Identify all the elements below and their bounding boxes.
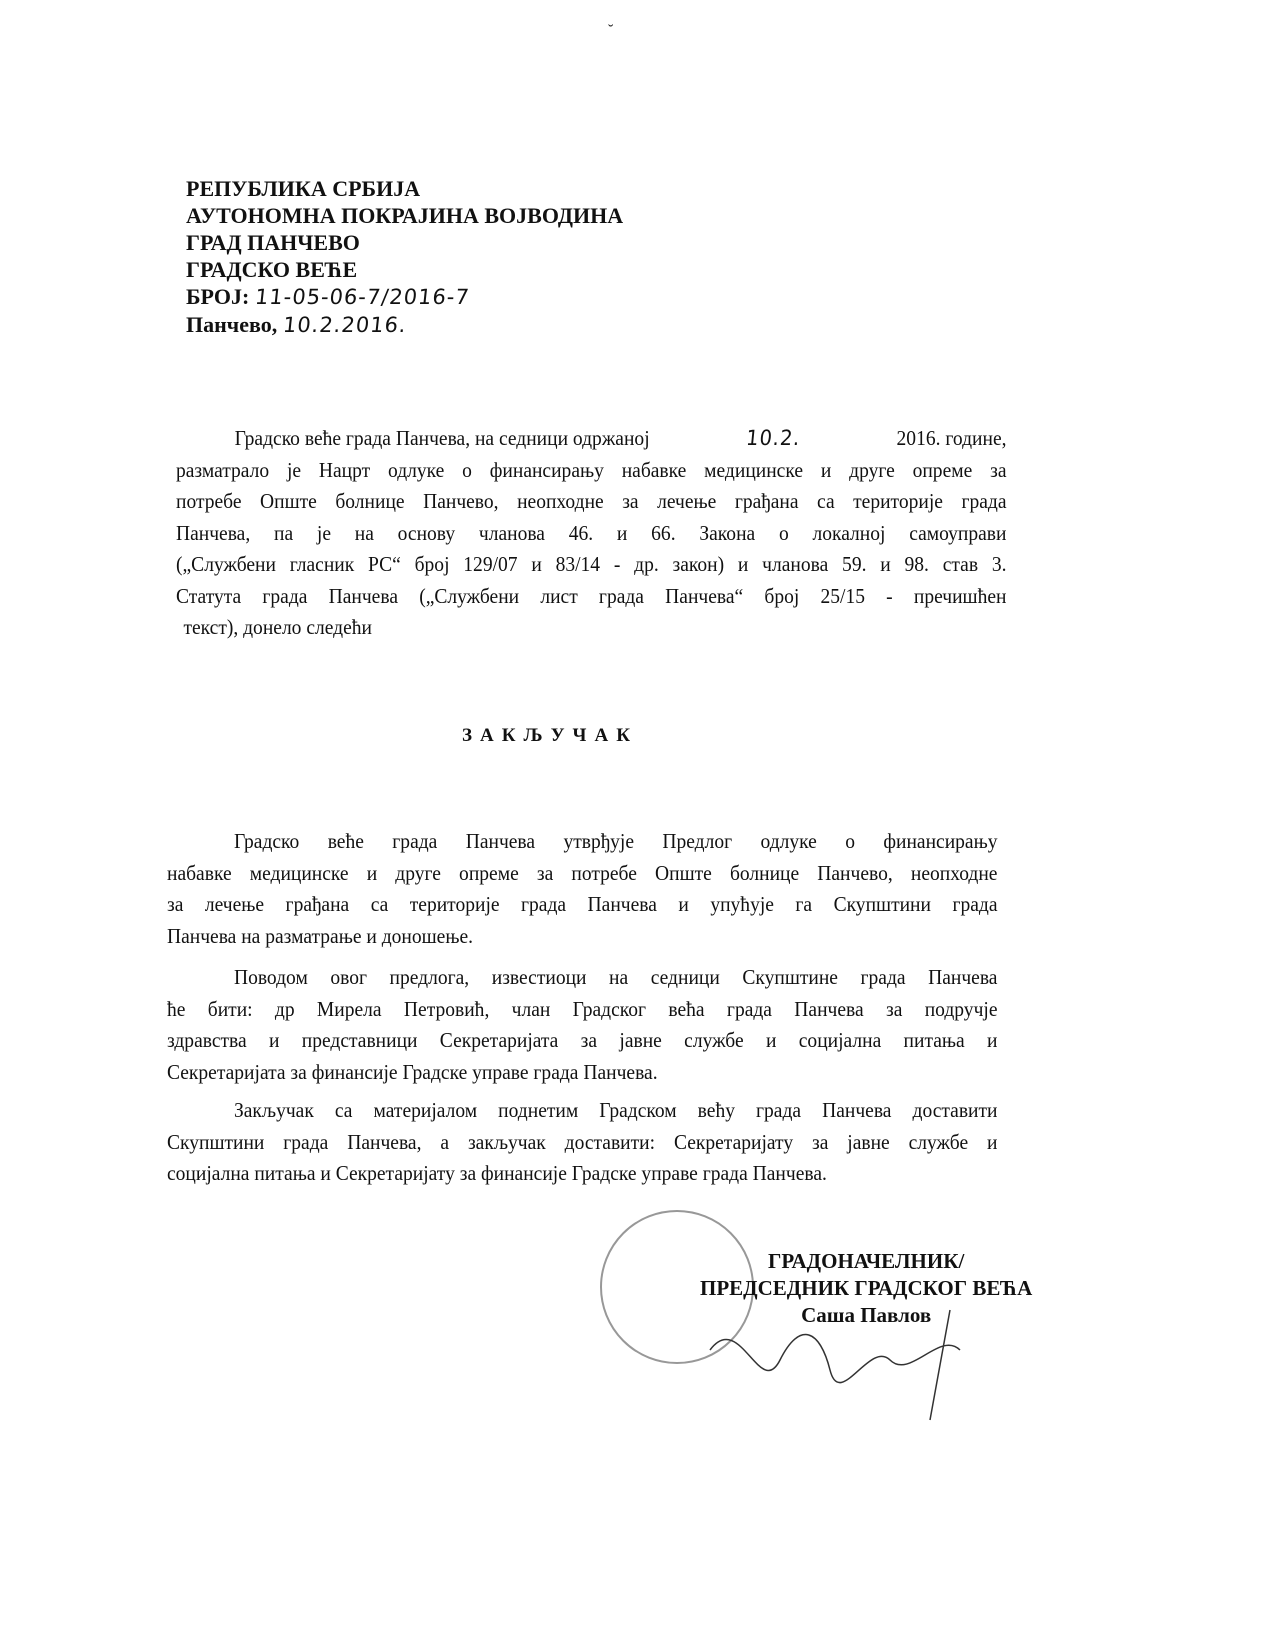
header-line: РЕПУБЛИКА СРБИЈА: [186, 176, 421, 201]
handwritten-date: 10.2.2016.: [281, 313, 408, 337]
handwritten-number: 11-05-06-7/2016-7: [253, 285, 471, 309]
document-header: [186, 175, 623, 339]
scan-mark: ˘: [608, 22, 614, 39]
conclusion-paragraph-3: Закључак са материјалом поднетим Градском већу града Панчева доставити Скупштини града Панчева, а закључак доставити: Секретаријату за јавне службе и социјална питања и Секретаријату за финансије Градске управе града Панчева.: [167, 1098, 998, 1185]
signatory-name: Саша Павлов: [801, 1303, 932, 1327]
header-line: ГРАДСКО ВЕЋЕ: [186, 257, 358, 282]
handwritten-session-date: 10.2.: [744, 426, 802, 450]
conclusion-paragraph-2: Поводом овог предлога, известиоци на седници Скупштине града Панчева ће бити: др Мирела Петровић, члан Градског већа града Панчева за подручје здравства и представници Секретаријата за јавне службе и социјална питања и Секретаријата за финансије Градске управе града Панчева.: [167, 965, 998, 1084]
signatory-title: ГРАДОНАЧЕЛНИК/: [768, 1249, 965, 1273]
signature-block: [700, 1248, 1032, 1329]
document-title: ЗАКЉУЧАК: [462, 725, 638, 746]
header-line: ГРАД ПАНЧЕВО: [186, 230, 360, 255]
header-line: АУТОНОМНА ПОКРАЈИНА ВОЈВОДИНА: [186, 203, 624, 228]
document-number: БРОЈ: 11-05-06-7/2016-7: [186, 284, 471, 309]
document-date: Панчево, 10.2.2016.: [186, 312, 408, 337]
signatory-title: ПРЕДСЕДНИК ГРАДСКОГ ВЕЋА: [700, 1276, 1033, 1300]
intro-paragraph: Градско веће града Панчева, на седници одржаној 10.2. 2016. године, разматрало је Нацрт одлуке о финансирању набавке медицинске и друге опреме за потребе Опште болнице Панчево, неопходне за лечење грађана са територије града Панчева, па је на основу чланова 46. и 66. Закона о локалној самоуправи („Службени гласник РС“ број 129/07 и 83/14 - др. закон) и чланова 59. и 98. став 3. Статута града Панчева („Службени лист града Панчева“ број 25/15 - пречишћен текст), донело следећи: [176, 423, 1006, 644]
conclusion-paragraph-1: Градско веће града Панчева утврђује Предлог одлуке о финансирању набавке медицинске и друге опреме за потребе Опште болнице Панчево, неопходне за лечење грађана са територије града Панчева и упућује га Скупштини града Панчева на разматрање и доношење.: [167, 829, 998, 948]
